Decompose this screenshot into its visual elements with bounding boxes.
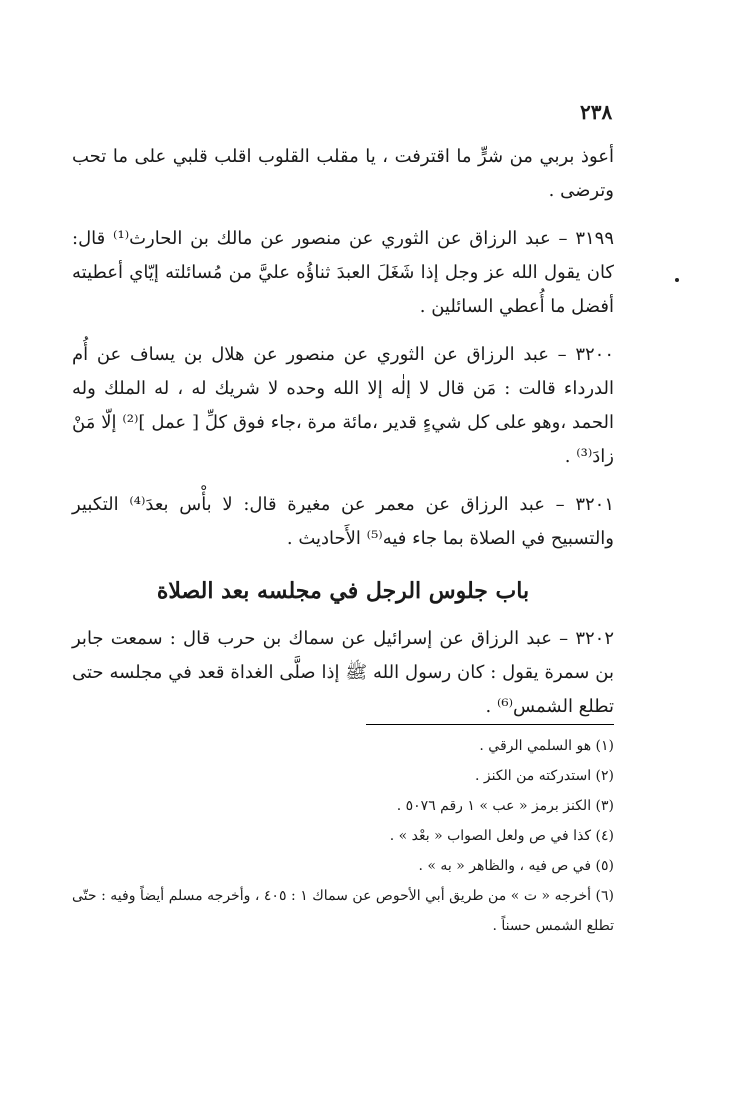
footnote-1: (١) هو السلمي الرقي .: [479, 738, 614, 754]
footnote-3: (٣) الكنز برمز « عب » ١ رقم ٥٠٧٦ .: [396, 798, 614, 814]
paragraph-3202: ٣٢٠٢ – عبد الرزاق عن إسرائيل عن سماك بن حرب قال : سمعت جابر بن سمرة يقول : كان رسول الله ﷺ إذا صلَّى الغداة قعد في مجلسه حتى تطلع الشمس⁽⁶⁾ .: [72, 628, 614, 717]
footnote-2: (٢) استدركته من الكنز .: [474, 768, 614, 784]
footnotes: [72, 731, 614, 941]
paragraph-3199: ٣١٩٩ – عبد الرزاق عن الثوري عن منصور عن مالك بن الحارث⁽¹⁾ قال: كان يقول الله عز وجل إذا شَغَلَ العبدَ ثناؤُه عليَّ من مُسائلته إيّاي أعطيته أفضل ما أُعطي السائلين .: [72, 228, 615, 317]
paragraph-intro: أعوذ بربي من شرٍّ ما اقترفت ، يا مقلب القلوب اقلب قلبي على ما تحب وترضى .: [72, 146, 614, 201]
footnote-6: (٦) أخرجه « ت » من طريق أبي الأحوص عن سماك ١ : ٤٠٥ ، وأخرجه مسلم أيضاً وفيه : حتّى تطلع الشمس حسناً .: [72, 888, 614, 934]
paragraph-3200: ٣٢٠٠ – عبد الرزاق عن الثوري عن منصور عن هلال بن يساف عن أُم الدرداء قالت : مَن قال لا إلٰه إلا الله وحده لا شريك له ، له الملك وله الحمد ،وهو على كل شيءٍ قدير ،مائة مرة ،جاء فوق كلِّ [ عمل ]⁽²⁾ إلّا مَنْ زادَ⁽³⁾ .: [72, 344, 614, 467]
page-number: ٢٣٨: [580, 100, 613, 124]
footnote-4: (٤) كذا في ص ولعل الصواب « بعْد » .: [389, 828, 614, 844]
footnote-separator: [366, 724, 614, 725]
chapter-heading: باب جلوس الرجل في مجلسه بعد الصلاة: [156, 578, 530, 604]
document-body: [72, 140, 614, 941]
margin-dot: [675, 278, 679, 282]
footnote-5: (٥) في ص فيه ، والظاهر « به » .: [418, 858, 614, 874]
paragraph-3201: ٣٢٠١ – عبد الرزاق عن معمر عن مغيرة قال: لا بأْس بعدَ⁽⁴⁾ التكبير والتسبيح في الصلاة بما جاء فيه⁽⁵⁾ الأَحاديث .: [72, 494, 615, 549]
